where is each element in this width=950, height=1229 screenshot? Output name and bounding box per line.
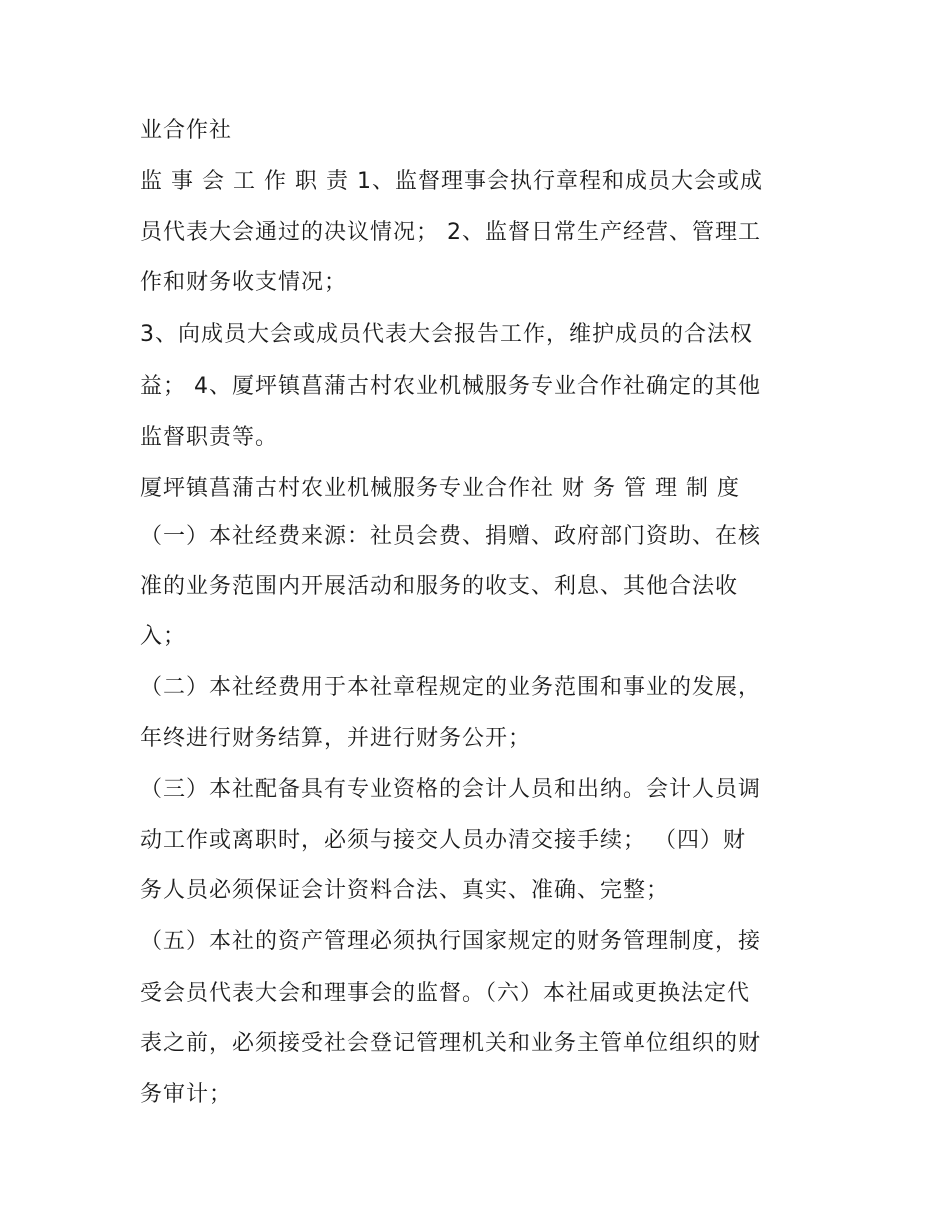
text-line: 动工作或离职时，必须与接交人员办清交接手续； （四）财 — [140, 828, 746, 853]
text-line: 作和财务收支情况； — [140, 270, 348, 295]
text-line: 入； — [140, 624, 187, 649]
text-line: 表之前，必须接受社会登记管理机关和业务主管单位组织的财 — [140, 1031, 762, 1056]
text-line: 员代表大会通过的决议情况； 2、监督日常生产经营、管理工 — [140, 220, 761, 245]
text-line: （五）本社的资产管理必须执行国家规定的财务管理制度，接 — [140, 929, 762, 954]
text-line: （二）本社经费用于本社章程规定的业务范围和事业的发展， — [140, 675, 762, 700]
text-line: 受会员代表大会和理事会的监督。（六）本社届或更换法定代 — [140, 981, 751, 1006]
text-line: 监 事 会 工 作 职 责 1、监督理事会执行章程和成员大会或成 — [140, 169, 763, 194]
text-line: （三）本社配备具有专业资格的会计人员和出纳。会计人员调 — [140, 777, 762, 802]
text-line: 益； 4、厦坪镇菖蒲古村农业机械服务专业合作社确定的其他 — [140, 374, 761, 399]
text-line: 监督职责等。 — [140, 425, 279, 450]
text-line: 3、向成员大会或成员代表大会报告工作，维护成员的合法权 — [140, 322, 753, 347]
text-line: 准的业务范围内开展活动和服务的收支、利息、其他合法收 — [140, 574, 739, 599]
text-line: 务人员必须保证会计资料合法、真实、准确、完整； — [140, 878, 670, 903]
text-line: 年终进行财务结算，并进行财务公开； — [140, 726, 532, 751]
text-line: 务审计； — [140, 1082, 233, 1107]
text-line: （一）本社经费来源：社员会费、捐赠、政府部门资助、在核 — [140, 524, 762, 549]
section-heading: 厦坪镇菖蒲古村农业机械服务专业合作社 财 务 管 理 制 度 — [140, 476, 740, 501]
text-line: 业合作社 — [140, 118, 233, 143]
